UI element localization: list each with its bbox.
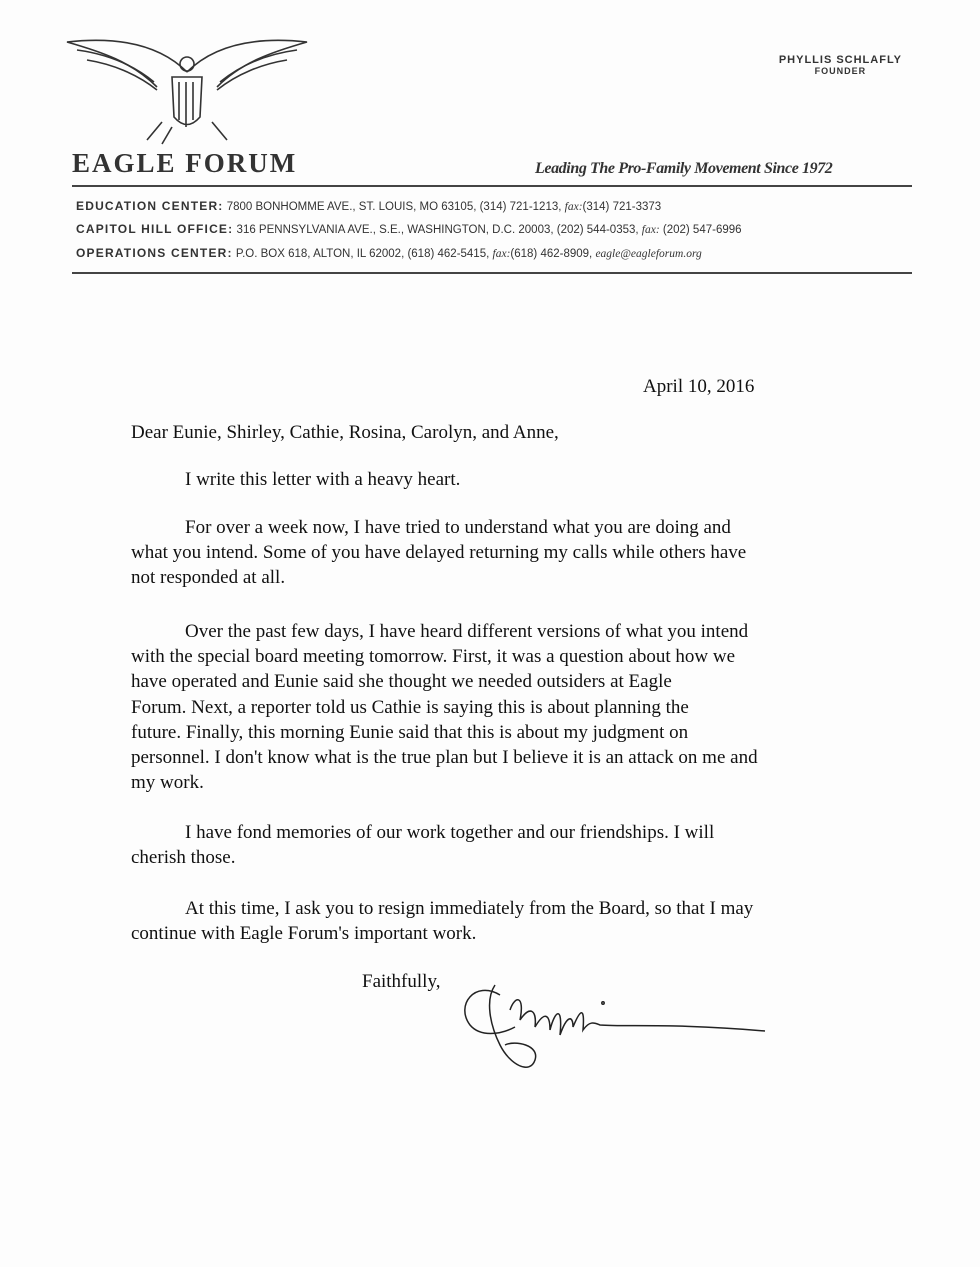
office-label: OPERATIONS CENTER: bbox=[76, 246, 233, 260]
office-address: 7800 BONHOMME AVE., ST. LOUIS, MO 63105, (314) 721-1213, bbox=[226, 201, 562, 213]
text-line: Over the past few days, I have heard different versions of what you intend bbox=[185, 621, 749, 642]
text-line: have operated and Eunie said she thought we needed outsiders at Eagle bbox=[131, 671, 672, 693]
fax-label: fax: bbox=[564, 201, 583, 213]
founder-name: PHYLLIS SCHLAFLY bbox=[778, 54, 902, 66]
fax-number: (202) 547-6996 bbox=[662, 224, 742, 236]
text-line: Forum. Next, a reporter told us Cathie is saying this is about planning the bbox=[131, 696, 689, 718]
signature-image bbox=[455, 965, 775, 1080]
fax-label: fax: bbox=[641, 224, 660, 236]
office-address: 316 PENNSYLVANIA AVE., S.E., WASHINGTON, D.C. 20003, (202) 544-0353, bbox=[236, 224, 639, 236]
text-line: my work. bbox=[131, 772, 204, 794]
text-line: At this time, I ask you to resign immediately from the Board, so that I may bbox=[185, 898, 754, 919]
founder-block bbox=[779, 54, 902, 76]
office-label: CAPITOL HILL OFFICE: bbox=[76, 222, 234, 236]
text-line: I have fond memories of our work together and our friendships. I will bbox=[185, 822, 715, 843]
eagle-logo-icon bbox=[62, 32, 312, 147]
office-label: EDUCATION CENTER: bbox=[76, 199, 224, 213]
founder-title: FOUNDER bbox=[814, 66, 867, 76]
paragraph bbox=[131, 467, 460, 492]
text-line: cherish those. bbox=[131, 847, 236, 868]
fax-label: fax: bbox=[492, 248, 511, 260]
office-address: P.O. BOX 618, ALTON, IL 62002, (618) 462-5415, bbox=[235, 248, 490, 260]
address-divider bbox=[72, 272, 912, 274]
paragraph bbox=[131, 896, 753, 946]
text-line: continue with Eagle Forum's important work. bbox=[131, 923, 477, 944]
office-operations bbox=[76, 246, 702, 260]
letter-date: April 10, 2016 bbox=[643, 376, 755, 397]
text-line: with the special board meeting tomorrow. First, it was a question about how we bbox=[131, 646, 736, 668]
text-line: For over a week now, I have tried to understand what you are doing and bbox=[185, 517, 731, 538]
fax-number: (314) 721-3373 bbox=[582, 201, 662, 213]
email: eagle@eagleforum.org bbox=[595, 248, 702, 260]
office-capitol-hill bbox=[76, 222, 742, 236]
text-line: what you intend. Some of you have delayed returning my calls while others have bbox=[131, 542, 747, 563]
header-divider bbox=[72, 185, 912, 187]
paragraph bbox=[131, 820, 714, 870]
slogan: Leading The Pro-Family Movement Since 1972 bbox=[535, 160, 833, 177]
office-education bbox=[76, 199, 661, 213]
paragraph bbox=[131, 515, 746, 590]
text-line: personnel. I don't know what is the true plan but I believe it is an attack on me and bbox=[131, 747, 758, 769]
closing: Faithfully, bbox=[362, 971, 441, 992]
paragraph bbox=[131, 619, 758, 795]
text-line: future. Finally, this morning Eunie said that this is about my judgment on bbox=[131, 721, 689, 743]
text-line: not responded at all. bbox=[131, 567, 286, 588]
text-line: I write this letter with a heavy heart. bbox=[185, 469, 461, 490]
salutation: Dear Eunie, Shirley, Cathie, Rosina, Carolyn, and Anne, bbox=[131, 422, 559, 443]
organization-name: EAGLE FORUM bbox=[72, 148, 298, 178]
fax-number: (618) 462-8909, bbox=[510, 248, 593, 260]
